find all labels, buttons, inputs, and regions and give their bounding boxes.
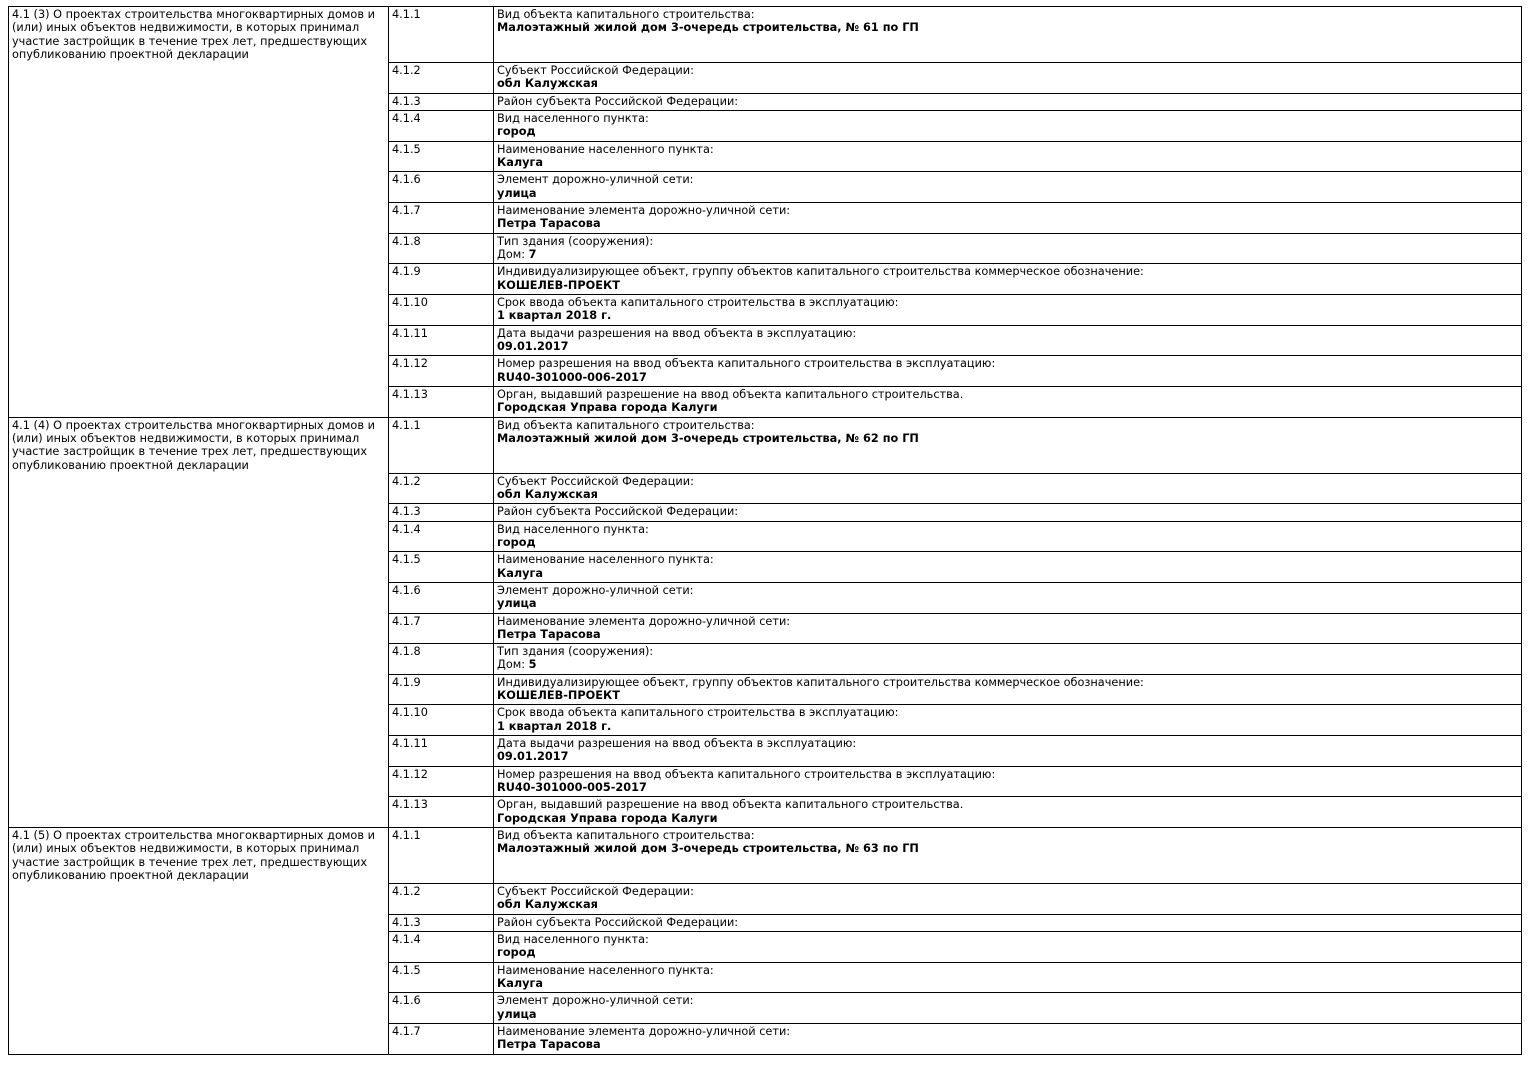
field-value: улица (497, 597, 537, 611)
field-code: 4.1.2 (389, 884, 494, 915)
field-code: 4.1.10 (389, 705, 494, 736)
field-value-cell (494, 141, 1522, 172)
field-code: 4.1.3 (389, 504, 494, 521)
field-value-cell (494, 417, 1522, 473)
field-code: 4.1.7 (389, 1024, 494, 1055)
field-code: 4.1.9 (389, 674, 494, 705)
field-label: Дата выдачи разрешения на ввод объекта в эксплуатацию: (497, 326, 857, 340)
field-value-cell (494, 884, 1522, 915)
section-title-cell: 4.1 (3) О проектах строительства многоквартирных домов и (или) иных объектов недвижимости, в которых принимал участие застройщик в течение трех лет, предшествующих опубликованию проектной декларации (9, 7, 389, 418)
field-value: Петра Тарасова (497, 627, 601, 641)
field-value: 09.01.2017 (497, 339, 569, 353)
table-row (9, 828, 1522, 884)
field-value: Городская Управа города Калуги (497, 811, 718, 825)
field-label: Номер разрешения на ввод объекта капитального строительства в эксплуатацию: (497, 767, 996, 781)
field-label: Субъект Российской Федерации: (497, 474, 694, 488)
field-code: 4.1.6 (389, 582, 494, 613)
field-code: 4.1.7 (389, 613, 494, 644)
field-label: Элемент дорожно-уличной сети: (497, 994, 694, 1008)
field-label: Вид населенного пункта: (497, 522, 649, 536)
declaration-table (8, 6, 1522, 1055)
field-label: Номер разрешения на ввод объекта капитального строительства в эксплуатацию: (497, 357, 996, 371)
field-value-cell (494, 705, 1522, 736)
field-value-cell (494, 828, 1522, 884)
field-value (497, 248, 1518, 261)
field-value-cell (494, 644, 1522, 675)
field-value: КОШЕЛЕВ-ПРОЕКТ (497, 689, 620, 703)
field-label: Индивидуализирующее объект, группу объектов капитального строительства коммерческое обозначение: (497, 265, 1144, 279)
field-value-cell (494, 504, 1522, 521)
field-label: Наименование элемента дорожно-уличной сети: (497, 1025, 791, 1039)
field-value-cell (494, 914, 1522, 931)
field-value: Петра Тарасова (497, 217, 601, 231)
field-value: улица (497, 1007, 537, 1021)
field-label: Тип здания (сооружения): (497, 234, 654, 248)
field-value-cell (494, 962, 1522, 993)
field-code: 4.1.10 (389, 294, 494, 325)
field-label: Наименование населенного пункта: (497, 553, 714, 567)
field-value-cell (494, 521, 1522, 552)
field-code: 4.1.6 (389, 172, 494, 203)
field-label: Наименование элемента дорожно-уличной сети: (497, 614, 791, 628)
field-value: обл Калужская (497, 77, 598, 91)
field-value-cell (494, 674, 1522, 705)
section-title-cell: 4.1 (5) О проектах строительства многоквартирных домов и (или) иных объектов недвижимости, в которых принимал участие застройщик в течение трех лет, предшествующих опубликованию проектной декларации (9, 828, 389, 1055)
field-label: Вид объекта капитального строительства: (497, 829, 755, 843)
field-value: КОШЕЛЕВ-ПРОЕКТ (497, 278, 620, 292)
field-value-cell (494, 932, 1522, 963)
field-code: 4.1.4 (389, 110, 494, 141)
field-value-number: 5 (528, 658, 537, 672)
field-label: Район субъекта Российской Федерации: (497, 915, 739, 929)
field-code: 4.1.2 (389, 63, 494, 94)
field-value-cell (494, 766, 1522, 797)
field-code: 4.1.7 (389, 202, 494, 233)
section-title-cell: 4.1 (4) О проектах строительства многоквартирных домов и (или) иных объектов недвижимости, в которых принимал участие застройщик в течение трех лет, предшествующих опубликованию проектной декларации (9, 417, 389, 828)
table-row (9, 7, 1522, 63)
field-code: 4.1.8 (389, 644, 494, 675)
field-label: Дата выдачи разрешения на ввод объекта в эксплуатацию: (497, 737, 857, 751)
field-value-prefix: Дом: (497, 247, 529, 261)
field-value-cell (494, 473, 1522, 504)
field-label: Наименование населенного пункта: (497, 963, 714, 977)
field-value: RU40-301000-005-2017 (497, 781, 647, 795)
field-code: 4.1.13 (389, 386, 494, 417)
field-code: 4.1.11 (389, 736, 494, 767)
field-value: Петра Тарасова (497, 1038, 601, 1052)
field-value-cell (494, 7, 1522, 63)
field-code: 4.1.3 (389, 914, 494, 931)
field-code: 4.1.9 (389, 264, 494, 295)
field-value-cell (494, 110, 1522, 141)
field-value-cell (494, 202, 1522, 233)
field-code: 4.1.8 (389, 233, 494, 264)
field-value: Малоэтажный жилой дом 3-очередь строительства, № 62 по ГП (497, 431, 919, 445)
field-value-cell (494, 325, 1522, 356)
field-value: RU40-301000-006-2017 (497, 370, 647, 384)
field-label: Тип здания (сооружения): (497, 645, 654, 659)
field-code: 4.1.12 (389, 356, 494, 387)
field-label: Вид объекта капитального строительства: (497, 8, 755, 21)
field-value-cell (494, 63, 1522, 94)
field-code: 4.1.13 (389, 797, 494, 828)
field-value: 09.01.2017 (497, 750, 569, 764)
field-value-cell (494, 1024, 1522, 1055)
field-value-prefix: Дом: (497, 658, 529, 672)
field-value-cell (494, 613, 1522, 644)
field-value: обл Калужская (497, 487, 598, 501)
field-value: Калуга (497, 566, 544, 580)
field-value: Калуга (497, 155, 544, 169)
field-label: Элемент дорожно-уличной сети: (497, 173, 694, 187)
field-value: город (497, 946, 536, 960)
field-value: Городская Управа города Калуги (497, 401, 718, 415)
field-label: Субъект Российской Федерации: (497, 885, 694, 899)
field-value-cell (494, 356, 1522, 387)
field-label: Элемент дорожно-уличной сети: (497, 583, 694, 597)
field-label: Субъект Российской Федерации: (497, 64, 694, 77)
field-value-cell (494, 797, 1522, 828)
field-value-cell (494, 386, 1522, 417)
field-code: 4.1.1 (389, 828, 494, 884)
field-code: 4.1.5 (389, 141, 494, 172)
field-label: Район субъекта Российской Федерации: (497, 505, 739, 519)
field-value: обл Калужская (497, 898, 598, 912)
field-value (497, 658, 1518, 671)
field-code: 4.1.4 (389, 521, 494, 552)
field-label: Орган, выдавший разрешение на ввод объекта капитального строительства. (497, 798, 964, 812)
field-value-number: 7 (528, 247, 537, 261)
field-code: 4.1.1 (389, 417, 494, 473)
field-code: 4.1.2 (389, 473, 494, 504)
field-code: 4.1.4 (389, 932, 494, 963)
field-value-cell (494, 172, 1522, 203)
field-label: Орган, выдавший разрешение на ввод объекта капитального строительства. (497, 387, 964, 401)
field-label: Район субъекта Российской Федерации: (497, 94, 739, 108)
field-label: Вид населенного пункта: (497, 111, 649, 125)
field-value: 1 квартал 2018 г. (497, 309, 612, 323)
field-code: 4.1.3 (389, 93, 494, 110)
field-label: Срок ввода объекта капитального строительства в эксплуатацию: (497, 706, 899, 720)
field-value-cell (494, 993, 1522, 1024)
field-label: Вид объекта капитального строительства: (497, 418, 755, 432)
field-code: 4.1.5 (389, 962, 494, 993)
field-code: 4.1.1 (389, 7, 494, 63)
field-value-cell (494, 582, 1522, 613)
field-value-cell (494, 264, 1522, 295)
field-value-cell (494, 552, 1522, 583)
field-value: Малоэтажный жилой дом 3-очередь строительства, № 61 по ГП (497, 21, 919, 35)
field-code: 4.1.12 (389, 766, 494, 797)
field-value: город (497, 535, 536, 549)
table-row (9, 417, 1522, 473)
field-label: Наименование населенного пункта: (497, 142, 714, 156)
field-label: Индивидуализирующее объект, группу объектов капитального строительства коммерческое обозначение: (497, 675, 1144, 689)
field-value-cell (494, 93, 1522, 110)
field-value-cell (494, 233, 1522, 264)
field-code: 4.1.5 (389, 552, 494, 583)
field-value: Малоэтажный жилой дом 3-очередь строительства, № 63 по ГП (497, 842, 919, 856)
field-code: 4.1.6 (389, 993, 494, 1024)
field-value: Калуга (497, 977, 544, 991)
field-label: Наименование элемента дорожно-уличной сети: (497, 203, 791, 217)
field-label: Вид населенного пункта: (497, 933, 649, 947)
field-value: 1 квартал 2018 г. (497, 719, 612, 733)
field-label: Срок ввода объекта капитального строительства в эксплуатацию: (497, 295, 899, 309)
field-value: улица (497, 186, 537, 200)
field-value-cell (494, 294, 1522, 325)
field-value: город (497, 125, 536, 139)
field-value-cell (494, 736, 1522, 767)
field-code: 4.1.11 (389, 325, 494, 356)
